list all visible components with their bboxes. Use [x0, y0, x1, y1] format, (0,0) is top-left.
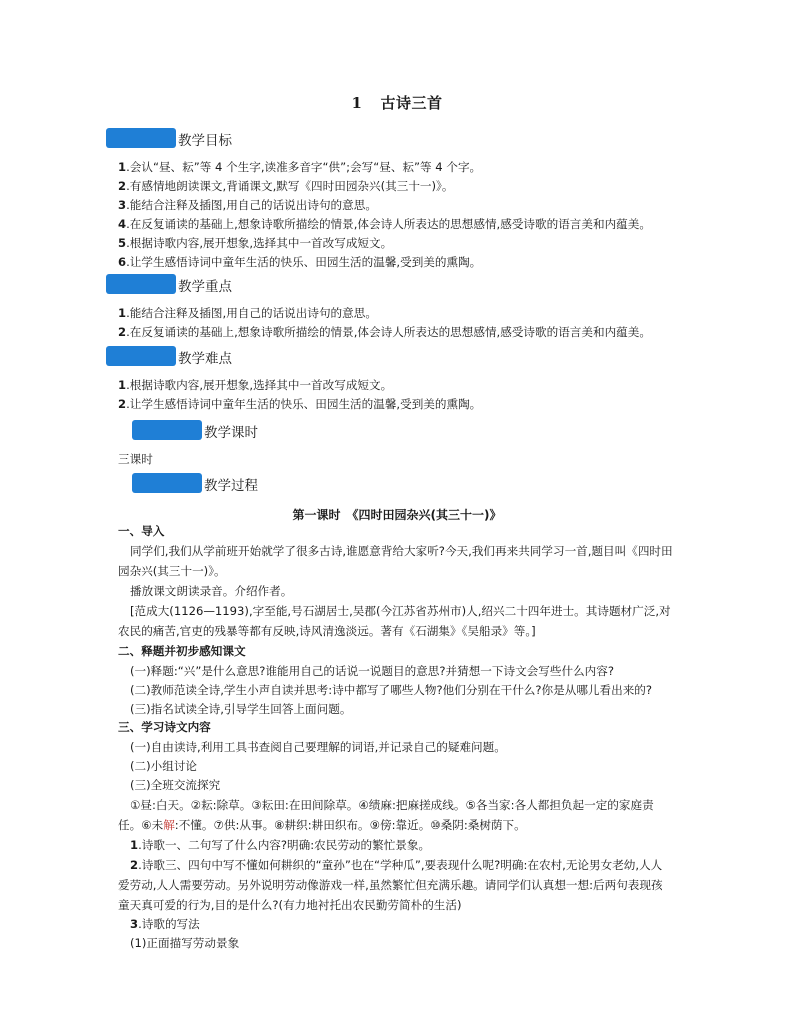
- difficulty-1: 1.根据诗歌内容,展开想象,选择其中一首改写成短文。: [118, 378, 393, 392]
- section-marker: [106, 346, 176, 366]
- goal-item-3: 3.能结合注释及插图,用自己的话说出诗句的意思。: [118, 198, 377, 212]
- section-marker: [132, 420, 202, 440]
- goal-item-2: 2.有感情地朗读课文,背诵课文,默写《四时田园杂兴(其三十一)》。: [118, 179, 454, 193]
- section-marker: [132, 473, 202, 493]
- study-step-1: (一)自由读诗,利用工具书查阅自己要理解的词语,并记录自己的疑难问题。: [130, 740, 506, 754]
- section-title: 教学课时: [204, 425, 258, 441]
- key-point-1: 1.能结合注释及插图,用自己的话说出诗句的意思。: [118, 306, 377, 320]
- goals-list: [118, 158, 651, 272]
- section-marker: [106, 128, 176, 148]
- explain-step-3: (三)指名试读全诗,引导学生回答上面问题。: [130, 702, 352, 716]
- goal-item-4: 4.在反复诵读的基础上,想象诗歌所描绘的情景,体会诗人所表达的思想感情,感受诗歌的语言美和内蕴美。: [118, 217, 651, 231]
- intro-audio-note: 播放课文朗读录音。介绍作者。: [130, 584, 293, 598]
- author-intro: [范成大(1126—1193),字至能,号石湖居士,吴郡(今江苏省苏州市)人,绍兴二十四年进士。其诗题材广泛,对农民的痛苦,官吏的残暴等都有反映,诗风清逸淡远。著有《石湖集》《吴船录》等。]: [118, 604, 671, 638]
- lesson-number: 1: [351, 94, 363, 112]
- difficulty-2: 2.让学生感悟诗词中童年生活的快乐、田园生活的温馨,受到美的熏陶。: [118, 397, 482, 411]
- intro-paragraph: 同学们,我们从学前班开始就学了很多古诗,谁愿意背给大家听?今天,我们再来共同学习一首,题目叫《四时田园杂兴(其三十一)》。: [118, 544, 673, 578]
- periods-text: 三课时: [118, 452, 153, 466]
- question-2: 2.诗歌三、四句中写不懂如何耕织的“童孙”也在“学种瓜”,要表现什么呢?明确:在农村,无论男女老幼,人人爱劳动,人人需要劳动。另外说明劳动像游戏一样,虽然繁忙但充满乐趣。请同学们认真想一想:后两句表现孩童天真可爱的行为,目的是什么?(有力地衬托出农民勤劳简朴的生活): [118, 858, 663, 912]
- study-step-2: (二)小组讨论: [130, 759, 198, 773]
- section-marker: [106, 274, 176, 294]
- heading-title-explain: 二、释题并初步感知课文: [118, 644, 246, 658]
- section-title: 教学目标: [178, 133, 232, 149]
- highlight-char: 解: [163, 818, 175, 832]
- difficulties-list: [118, 376, 481, 414]
- key-point-2: 2.在反复诵读的基础上,想象诗歌所描绘的情景,体会诗人所表达的思想感情,感受诗歌的语言美和内蕴美。: [118, 325, 651, 339]
- section-title: 教学难点: [178, 351, 232, 367]
- section-title: 教学重点: [178, 279, 232, 295]
- lesson-title: 古诗三首: [380, 94, 443, 112]
- lesson-subtitle: 第一课时 《四时田园杂兴(其三十一)》: [292, 508, 502, 522]
- vocabulary-notes: ①昼:白天。②耘:除草。③耘田:在田间除草。④绩麻:把麻搓成线。⑤各当家:各人都担负起一定的家庭责任。⑥未解:不懂。⑦供:从事。⑧耕织:耕田织布。⑨傍:靠近。⑩桑阴:桑树荫下。: [118, 798, 654, 832]
- goal-item-1: 1.会认“昼、耘”等 4 个生字,读准多音字“供”;会写“昼、耘”等 4 个字。: [118, 160, 482, 174]
- goal-item-6: 6.让学生感悟诗词中童年生活的快乐、田园生活的温馨,受到美的熏陶。: [118, 255, 482, 269]
- page-title: [0, 92, 794, 113]
- explain-step-1: (一)释题:“兴”是什么意思?谁能用自己的话说一说题目的意思?并猜想一下诗文会写些什么内容?: [130, 664, 614, 678]
- question-3-sub-1: (1)正面描写劳动景象: [130, 936, 240, 950]
- heading-intro: 一、导入: [118, 524, 165, 538]
- question-1: 1.诗歌一、二句写了什么内容?明确:农民劳动的繁忙景象。: [130, 838, 431, 852]
- heading-study: 三、学习诗文内容: [118, 720, 211, 734]
- goal-item-5: 5.根据诗歌内容,展开想象,选择其中一首改写成短文。: [118, 236, 393, 250]
- study-step-3: (三)全班交流探究: [130, 778, 221, 792]
- key-points-list: [118, 304, 651, 342]
- explain-step-2: (二)教师范读全诗,学生小声自读并思考:诗中都写了哪些人物?他们分别在干什么?你是从哪儿看出来的?: [130, 683, 653, 697]
- question-3: 3.诗歌的写法: [130, 917, 200, 931]
- section-title: 教学过程: [204, 478, 258, 494]
